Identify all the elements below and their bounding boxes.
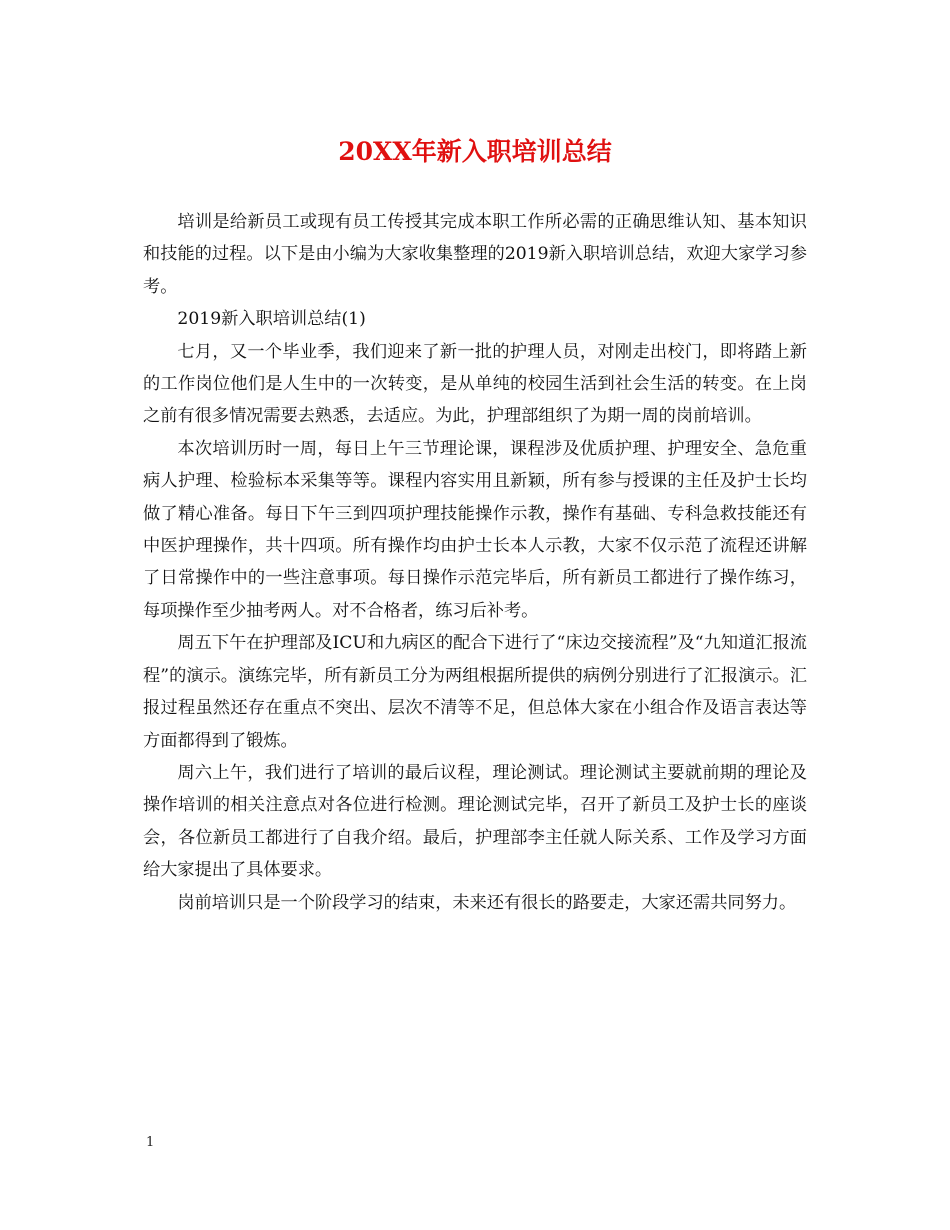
paragraph-july: 七月，又一个毕业季，我们迎来了新一批的护理人员，对刚走出校门，即将踏上新的工作岗位他们是人生中的一次转变，是从单纯的校园生活到社会生活的转变。在上岗之前有很多情况需要去熟悉，去适应。为此，护理部组织了为期一周的岗前培训。 bbox=[143, 341, 807, 427]
paragraph-closing: 岗前培训只是一个阶段学习的结束，未来还有很长的路要走，大家还需共同努力。 bbox=[177, 892, 797, 913]
page-number: 1 bbox=[146, 1135, 155, 1150]
section-heading: 2019新入职培训总结(1) bbox=[177, 309, 366, 330]
paragraph-friday: 周五下午在护理部及ICU和九病区的配合下进行了“床边交接流程”及“九知道汇报流程”的演示。演练完毕，所有新员工分为两组根据所提供的病例分别进行了汇报演示。汇报过程虽然还存在重点不突出、层次不清等不足，但总体大家在小组合作及语言表达等方面都得到了锻炼。 bbox=[143, 633, 807, 751]
paragraph-training-week: 本次培训历时一周，每日上午三节理论课，课程涉及优质护理、护理安全、急危重病人护理、检验标本采集等等。课程内容实用且新颖，所有参与授课的主任及护士长均做了精心准备。每日下午三到四项护理技能操作示教，操作有基础、专科急救技能还有中医护理操作，共十四项。所有操作均由护士长本人示教，大家不仅示范了流程还讲解了日常操作中的一些注意事项。每日操作示范完毕后，所有新员工都进行了操作练习，每项操作至少抽考两人。对不合格者，练习后补考。 bbox=[143, 438, 807, 621]
paragraph-saturday: 周六上午，我们进行了培训的最后议程，理论测试。理论测试主要就前期的理论及操作培训的相关注意点对各位进行检测。理论测试完毕，召开了新员工及护士长的座谈会，各位新员工都进行了自我介绍。最后，护理部李主任就人际关系、工作及学习方面给大家提出了具体要求。 bbox=[143, 762, 807, 881]
document-body bbox=[143, 206, 807, 919]
document-title: 20XX年新入职培训总结 bbox=[338, 137, 612, 166]
paragraph-intro: 培训是给新员工或现有员工传授其完成本职工作所必需的正确思维认知、基本知识和技能的过程。以下是由小编为大家收集整理的2019新入职培训总结，欢迎大家学习参考。 bbox=[143, 212, 807, 297]
